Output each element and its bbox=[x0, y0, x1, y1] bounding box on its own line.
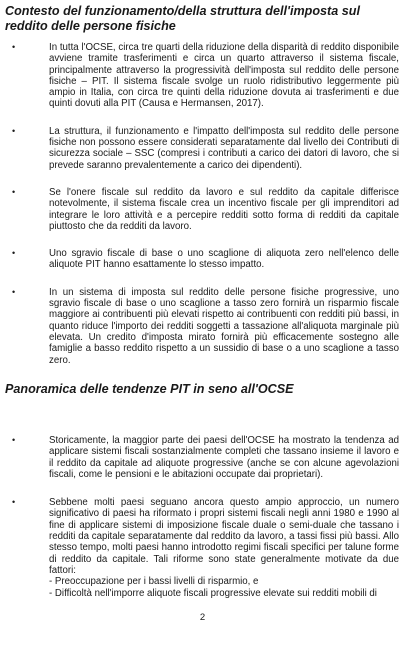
sub-item: - Preoccupazione per i bassi livelli di risparmio, e bbox=[49, 576, 259, 588]
bullet-icon: • bbox=[12, 125, 16, 136]
list-item bbox=[0, 187, 405, 232]
bullet-text: In tutta l'OCSE, circa tre quarti della riduzione della disparità di reddito disponibile avviene tramite trasferimenti e circa un quarto attraverso il sistema fiscale, principalmente attraverso la progressività dell'imposta sul reddito delle persone fisiche – PIT. Il sistema fiscale svolge un ruolo ridistributivo leggermente più ampio in Italia, con circa tre quinti della riduzione dovuta ai trasferimenti e due quinti dovuti alla PIT (Causa e Hermansen, 2017). bbox=[49, 42, 399, 110]
bullet-text: Se l'onere fiscale sul reddito da lavoro e sul reddito da capitale differisce notevolmente, il sistema fiscale crea un incentivo fiscale per gli imprenditori ad integrare le loro attività e a percepire redditi sotto forma di redditi da capitale piuttosto che da redditi da lavoro. bbox=[49, 186, 399, 232]
bullet-icon: • bbox=[12, 435, 16, 445]
bullet-text: La struttura, il funzionamento e l'impatto dell'imposta sul reddito delle persone fisiche non possono essere considerati separatamente dal livello dei Contributi di sicurezza sociale – SSC (compresi i contributi a carico dei datori di lavoro, che si prevede saranno prevalentemente a carico dei dipendenti). bbox=[49, 125, 399, 171]
section-2-bullet-list bbox=[0, 435, 405, 616]
bullet-text: Sebbene molti paesi seguano ancora questo ampio approccio, un numero significativo di paesi ha riformato i propri sistemi fiscali negli anni 1980 e 1990 al fine di applicare sistemi di imposizione fiscale duale o semi-duale che tassano i redditi da capitale separatamente dal reddito da lavoro, a tassi fissi più bassi. Allo stesso tempo, molti paesi hanno introdotto regimi fiscali specifici per talune forme di reddito da capitale. Tali riforme sono state generalmente motivate da due fattori: bbox=[49, 497, 399, 576]
list-item bbox=[0, 435, 405, 480]
bullet-text: Uno sgravio fiscale di base o uno scaglione di aliquota zero nell'elenco delle aliquote PIT hanno esattamente lo stesso impatto. bbox=[49, 248, 399, 271]
bullet-icon: • bbox=[12, 497, 16, 508]
list-item bbox=[0, 126, 405, 171]
page-number: 2 bbox=[199, 612, 206, 623]
section-1-title: Contesto del funzionamento/della struttura dell'imposta sul reddito delle persone fisiche bbox=[5, 4, 360, 33]
list-item bbox=[0, 287, 405, 366]
section-1-bullet-list bbox=[0, 42, 405, 382]
list-item bbox=[0, 42, 405, 110]
sub-item: - Difficoltà nell'imporre aliquote fiscali progressive elevate sui redditi mobili di bbox=[49, 587, 377, 599]
list-item bbox=[0, 497, 405, 599]
bullet-icon: • bbox=[12, 186, 16, 197]
bullet-text-block bbox=[49, 497, 399, 599]
bullet-icon: • bbox=[12, 42, 16, 52]
bullet-icon: • bbox=[12, 286, 16, 297]
list-item bbox=[0, 248, 405, 271]
bullet-icon: • bbox=[12, 248, 16, 259]
bullet-text: In un sistema di imposta sul reddito delle persone fisiche progressive, uno sgravio fiscale di base o uno scaglione a tasso zero fornirà un risparmio fiscale maggiore ai contribuenti più elevati rispetto ai contribuenti con redditi più bassi, in quanto riduce l'importo dei redditi soggetti a tassazione all'aliquota marginale più elevata. Un credito d'imposta mirato fornirà più efficacemente sostegno alle famiglie a basso reddito rispetto a un sussidio di base o a uno scaglione a tasso zero. bbox=[49, 286, 399, 366]
section-2-title: Panoramica delle tendenze PIT in seno all'OCSE bbox=[5, 382, 294, 396]
bullet-text: Storicamente, la maggior parte dei paesi dell'OCSE ha mostrato la tendenza ad applicare sistemi fiscali sostanzialmente completi che tassano insieme il lavoro e il reddito da capitale ad aliquote progressive (anche se con alcune agevolazioni fiscali, come le pensioni e le abitazioni occupate dai proprietari). bbox=[49, 435, 399, 480]
